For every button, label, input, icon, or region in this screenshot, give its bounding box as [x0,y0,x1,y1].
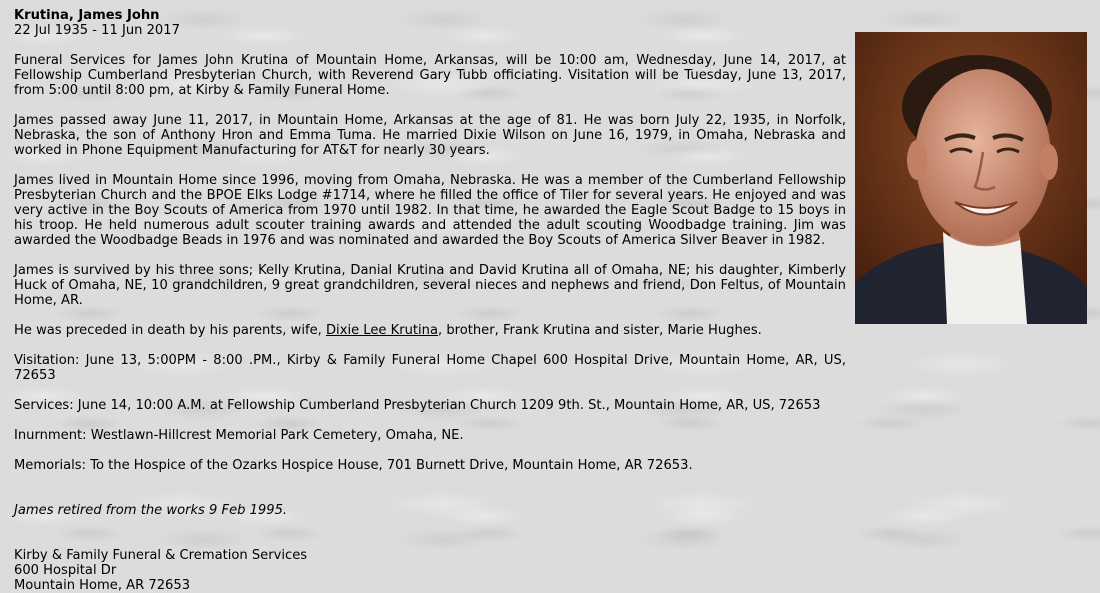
deceased-name: Krutina, James John [14,8,160,23]
funeral-home-name: Kirby & Family Funeral & Cremation Services [14,548,308,563]
funeral-home-street: 600 Hospital Dr [14,563,117,578]
funeral-home-city: Mountain Home, AR 72653 [14,578,191,593]
funeral-services-paragraph: Funeral Services for James John Krutina of Mountain Home, Arkansas, will be 10:00 am, Wednesday, June 14, 2017, at Fellowship Cumberland Presbyterian Church, with Reverend Gary Tubb officiating. Visitation will be Tuesday, June 13, 2017, from 5:00 until 8:00 pm, at Kirby & Family Funeral Home. [14,53,846,98]
obituary-page [14,8,1094,593]
preceded-text-before: He was preceded in death by his parents, wife, [14,323,326,338]
biography-paragraph: James lived in Mountain Home since 1996, moving from Omaha, Nebraska. He was a member of the Cumberland Fellowship Presbyterian Church and the BPOE Elks Lodge #1714, where he filled the office of Tiler for several years. He enjoyed and was very active in the Boy Scouts of America from 1970 until 1982. In that time, he awarded the Eagle Scout Badge to 15 boys in his troop. He held numerous adult scouter training awards and attended the adult scouting Woodbadge training. Jim was awarded the Woodbadge Beads in 1976 and was nominated and awarded the Boy Scouts of America Silver Beaver in 1982. [14,173,846,248]
services-line: Services: June 14, 10:00 A.M. at Fellowship Cumberland Presbyterian Church 1209 9th. St., Mountain Home, AR, US, 72653 [14,398,821,413]
spouse-link[interactable]: Dixie Lee Krutina [325,323,438,338]
passing-paragraph: James passed away June 11, 2017, in Mountain Home, Arkansas at the age of 81. He was born July 22, 1935, in Norfolk, Nebraska, the son of Anthony Hron and Emma Tuma. He married Dixie Wilson on June 16, 1979, in Omaha, Nebraska and worked in Phone Equipment Manufacturing for AT&T for nearly 30 years. [14,113,846,158]
preceded-text-after: , brother, Frank Krutina and sister, Marie Hughes. [438,323,762,338]
retired-note: James retired from the works 9 Feb 1995. [14,503,288,518]
obituary-body [14,53,846,473]
inurnment-line: Inurnment: Westlawn-Hillcrest Memorial Park Cemetery, Omaha, NE. [14,428,464,443]
life-dates: 22 Jul 1935 - 11 Jun 2017 [14,23,180,38]
survivors-paragraph: James is survived by his three sons; Kelly Krutina, Danial Krutina and David Krutina all of Omaha, NE; his daughter, Kimberly Huck of Omaha, NE, 10 grandchildren, 9 great grandchildren, several nieces and nephews and friend, Don Feltus, of Mountain Home, AR. [14,263,846,308]
preceded-paragraph [14,323,846,338]
visitation-line: Visitation: June 13, 5:00PM - 8:00 .PM., Kirby & Family Funeral Home Chapel 600 Hospital Drive, Mountain Home, AR, US, 72653 [14,353,846,383]
memorials-line: Memorials: To the Hospice of the Ozarks Hospice House, 701 Burnett Drive, Mountain Home, AR 72653. [14,458,693,473]
